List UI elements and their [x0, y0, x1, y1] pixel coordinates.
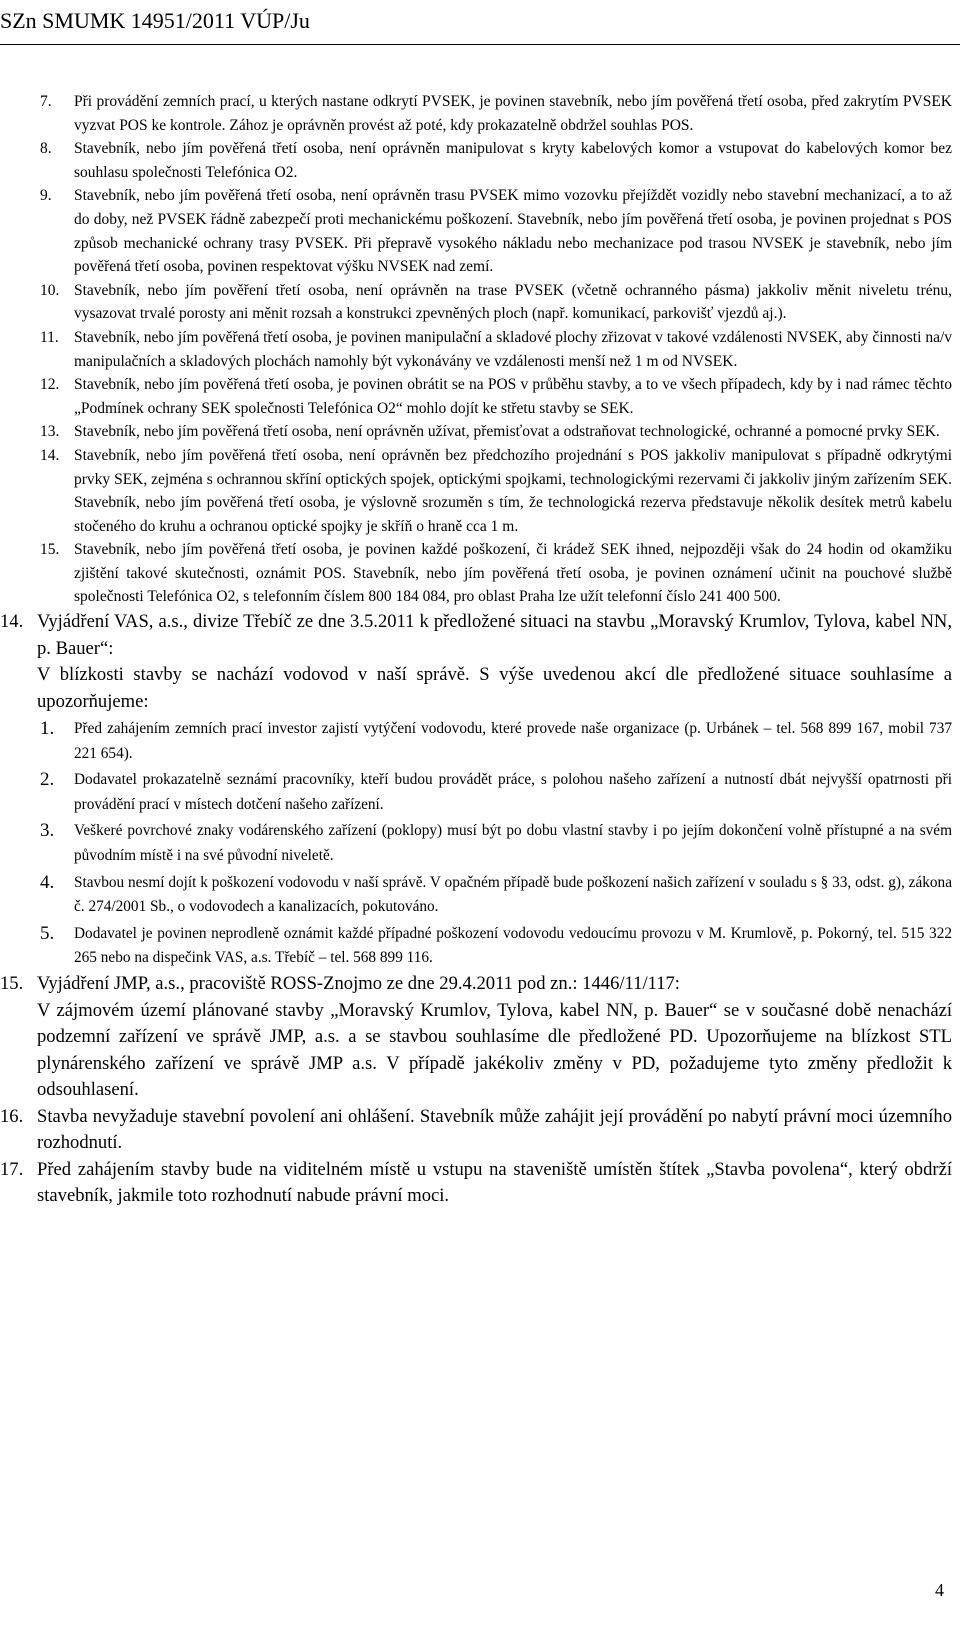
item-number: 3. [40, 820, 55, 842]
item-text: Stavebník, nebo jím pověřená třetí osoba, je povinen manipulační a skladové plochy zřizovat v takové vzdálenosti NVSEK, aby činnosti na/v manipulačních a skladových plochách namohly být vykonávány ve vzdálenosti menší než 1 m od NVSEK. [74, 328, 952, 370]
header-divider [0, 44, 960, 45]
conditions-main-list [0, 609, 960, 1209]
item-text: Dodavatel prokazatelně seznámí pracovníky, kteří budou provádět práce, s polohou našeho zařízení a nutností dbát nejvyšší opatrnosti při provádění prací v místech dotčení našeho zařízení. [74, 771, 952, 813]
item-paragraph: Vyjádření VAS, a.s., divize Třebíč ze dne 3.5.2011 k předložené situaci na stavbu „Moravský Krumlov, Tylova, kabel NN, p. Bauer“: [37, 611, 952, 659]
item-paragraph: Před zahájením stavby bude na viditelném místě u vstupu na staveniště umístěn štítek „Stavba povolena“, který obdrží stavebník, jakmile toto rozhodnutí nabude právní moci. [37, 1158, 952, 1206]
condition-item-14 [0, 609, 960, 715]
item-text: Před zahájením zemních prací investor zajistí vytýčení vodovodu, které provede naše organizace (p. Urbánek – tel. 568 899 167, mobil 737 221 654). [74, 720, 952, 762]
list-item [0, 420, 960, 444]
list-item [0, 768, 960, 817]
item-number: 11. [40, 328, 59, 346]
item-number: 16. [0, 1105, 24, 1127]
item-paragraph: V zájmovém území plánované stavby „Moravský Krumlov, Tylova, kabel NN, p. Bauer“ se v současné době nenachází podzemní zařízení ve správě JMP, a.s. a se stavbou souhlasíme dle předložené PD. Upozorňujeme na blízkost STL plynárenského zařízení ve správě JMP a.s. V případě jakékoliv změny v PD, požadujeme tyto změny předložit k odsouhlasení. [37, 999, 952, 1100]
list-item [0, 717, 960, 766]
item-number: 13. [40, 423, 60, 441]
item-text: Stavebník, nebo jím pověřená třetí osoba, není oprávněn užívat, přemisťovat a odstraňovat technologické, ochranné a pomocné prvky SEK. [74, 423, 940, 441]
item-number: 5. [40, 922, 55, 944]
item-number: 12. [40, 376, 60, 394]
document-body [0, 90, 960, 1210]
list-item [0, 373, 960, 420]
item-text: Stavebník, nebo jím pověřená třetí osoba, není oprávněn bez předchozího projednání s POS jakkoliv manipulovat s případně odkrytými prvky SEK, zejména s ochrannou skříní optických spojek, optickými spojkami, technologickými rezervami či jakkoliv jiným zařízením SEK. Stavebník, nebo jím pověřená třetí osoba, je výslovně srozuměn s tím, že technologická rezerva představuje několik desítek metrů kabelu stočeného do kruhu a ochranou optické spojky je skříň o hraně cca 1 m. [74, 446, 952, 535]
condition-item-15 [0, 971, 960, 1104]
condition-item-17 [0, 1157, 960, 1210]
list-item [0, 538, 960, 609]
list-item [0, 871, 960, 920]
item-text: Stavebník, nebo jím pověřená třetí osoba, je povinen obrátit se na POS v průběhu stavby, a to ve všech případech, kdy by i nad rámec těchto „Podmínek ochrany SEK společnosti Telefónica O2“ mohlo dojít ke střetu stavby se SEK. [74, 376, 952, 417]
condition-item-16 [0, 1104, 960, 1157]
item-text: Veškeré povrchové znaky vodárenského zařízení (poklopy) musí být po dobu vlastní stavby i po jejím dokončení volně přístupné a na svém původním místě i na své původní niveletě. [74, 822, 952, 865]
item-paragraph: Stavba nevyžaduje stavební povolení ani ohlášení. Stavebník může zahájit její provádění po nabytí právní moci územního rozhodnutí. [37, 1105, 952, 1153]
document-header: SZn SMUMK 14951/2011 VÚP/Ju [0, 8, 310, 33]
item-number: 14. [40, 446, 60, 464]
item-number: 10. [40, 281, 60, 299]
item-text: Stavebník, nebo jím pověřená třetí osoba, není oprávněn trasu PVSEK mimo vozovku přejíždět vozidly nebo stavební mechanizací, a to až do doby, než PVSEK řádně zabezpečí proti mechanickému poškození. Stavebník, nebo jím pověřená třetí osoba, je povinen projednat s POS způsob mechanické ochrany trasy PVSEK. Při přepravě vysokého nákladu nebo mechanizace pod trasou NVSEK je stavebník, nebo jím pověřená třetí osoba, povinen respektovat výšku NVSEK nad zemí. [74, 187, 952, 276]
list-item [0, 90, 960, 137]
item-number: 1. [40, 718, 55, 740]
item-text: Stavebník, nebo jím pověřená třetí osoba, je povinen každé poškození, či krádež SEK ihned, nejpozději však do 24 hodin od okamžiku zjištění takové skutečnosti, oznámit POS. Stavebník, nebo jím pověřená třetí osoba, je povinen oznámení učinit na pouchové službě společnosti Telefónica O2, s telefonním číslem 800 184 084, pro oblast Praha lze užít telefonní číslo 241 400 500. [74, 541, 952, 606]
item-number: 2. [40, 769, 55, 791]
conditions-sublist [0, 90, 960, 609]
list-item [0, 279, 960, 326]
list-item [0, 137, 960, 184]
item-text: Stavebník, nebo jím pověření třetí osoba, není oprávněn na trase PVSEK (včetně ochranného pásma) jakkoliv měnit niveletu trénu, vysazovat trvalé porosty ani měnit rozsah a konstrukci zpevněných ploch (např. komunikací, parkovišť vjezdů aj.). [74, 281, 952, 323]
item-paragraph: V blízkosti stavby se nachází vodovod v naší správě. S výše uvedenou akcí dle předložené situace souhlasíme a upozorňujeme: [37, 664, 952, 712]
item-number: 14. [0, 611, 24, 633]
page-number: 4 [935, 1580, 944, 1600]
item-text: Stavebník, nebo jím pověřená třetí osoba, není oprávněn manipulovat s kryty kabelových komor a vstupovat do kabelových komor bez souhlasu společnosti Telefónica O2. [74, 140, 952, 181]
item-number: 8. [40, 140, 52, 158]
vas-requirements-list [0, 717, 960, 971]
list-item [0, 922, 960, 971]
item-text: Při provádění zemních prací, u kterých nastane odkrytí PVSEK, je povinen stavebník, nebo jím pověřená třetí osoba, před zakrytím PVSEK vyzvat POS ke kontrole. Zához je oprávněn provést až poté, kdy prokazatelně obdržel souhlas POS. [74, 93, 952, 134]
item-text: Stavbou nesmí dojít k poškození vodovodu v naší správě. V opačném případě bude poškození našich zařízení v souladu s § 33, odst. g), zákona č. 274/2001 Sb., o vodovodech a kanalizacích, pokutováno. [74, 873, 952, 916]
item-text: Dodavatel je povinen neprodleně oznámit každé případné poškození vodovodu vedoucímu provozu v M. Krumlově, p. Pokorný, tel. 515 322 265 nebo na dispečink VAS, a.s. Třebíč – tel. 568 899 116. [74, 924, 952, 967]
list-item [0, 184, 960, 278]
item-number: 7. [40, 93, 52, 110]
item-number: 15. [40, 541, 60, 559]
item-number: 15. [0, 973, 24, 994]
list-item [0, 326, 960, 373]
item-number: 17. [0, 1158, 24, 1180]
list-item [0, 819, 960, 868]
item-paragraph: Vyjádření JMP, a.s., pracoviště ROSS-Znojmo ze dne 29.4.2011 pod zn.: 1446/11/117: [37, 973, 680, 994]
item-number: 9. [40, 187, 52, 205]
item-number: 4. [40, 871, 55, 893]
list-item [0, 444, 960, 538]
